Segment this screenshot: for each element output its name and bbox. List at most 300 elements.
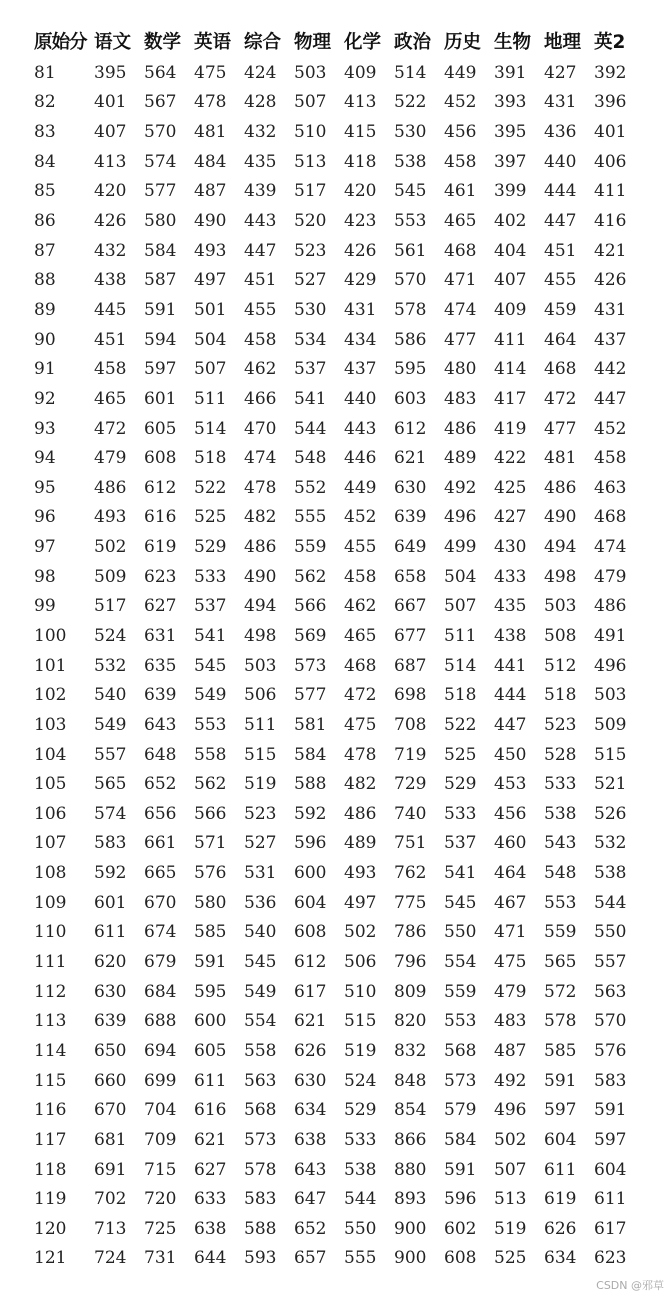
converted-score-cell: 451 <box>244 270 277 291</box>
converted-score-cell: 449 <box>344 477 377 498</box>
converted-score-cell: 554 <box>244 1011 277 1032</box>
converted-score-cell: 630 <box>94 981 127 1002</box>
converted-score-cell: 573 <box>244 1129 277 1150</box>
raw-score-cell: 109 <box>34 892 67 913</box>
converted-score-cell: 587 <box>144 270 177 291</box>
converted-score-cell: 617 <box>594 1218 627 1239</box>
converted-score-cell: 605 <box>194 1040 227 1061</box>
converted-score-cell: 854 <box>394 1100 427 1121</box>
converted-score-cell: 510 <box>294 122 327 143</box>
converted-score-cell: 626 <box>544 1218 577 1239</box>
converted-score-cell: 507 <box>494 1159 527 1180</box>
raw-score-cell: 81 <box>34 62 56 83</box>
table-row <box>34 977 650 1007</box>
table-body <box>34 58 650 1273</box>
converted-score-cell: 530 <box>394 122 427 143</box>
converted-score-cell: 465 <box>94 388 127 409</box>
table-row <box>34 58 650 88</box>
converted-score-cell: 585 <box>544 1040 577 1061</box>
converted-score-cell: 458 <box>344 566 377 587</box>
converted-score-cell: 411 <box>594 181 627 202</box>
raw-score-cell: 88 <box>34 270 56 291</box>
converted-score-cell: 456 <box>444 122 477 143</box>
converted-score-cell: 415 <box>344 122 377 143</box>
converted-score-cell: 406 <box>594 151 627 172</box>
converted-score-cell: 545 <box>244 952 277 973</box>
converted-score-cell: 418 <box>344 151 377 172</box>
converted-score-cell: 621 <box>294 1011 327 1032</box>
converted-score-cell: 643 <box>294 1159 327 1180</box>
raw-score-cell: 96 <box>34 507 56 528</box>
converted-score-cell: 563 <box>594 981 627 1002</box>
converted-score-cell: 452 <box>444 92 477 113</box>
converted-score-cell: 652 <box>144 774 177 795</box>
converted-score-cell: 503 <box>544 596 577 617</box>
converted-score-cell: 518 <box>194 448 227 469</box>
converted-score-cell: 474 <box>594 537 627 558</box>
converted-score-cell: 633 <box>194 1189 227 1210</box>
table-header-row <box>34 24 650 58</box>
converted-score-cell: 580 <box>194 892 227 913</box>
converted-score-cell: 428 <box>244 92 277 113</box>
table-row <box>34 265 650 295</box>
raw-score-cell: 90 <box>34 329 56 350</box>
converted-score-cell: 392 <box>594 62 627 83</box>
converted-score-cell: 544 <box>594 892 627 913</box>
converted-score-cell: 414 <box>494 359 527 380</box>
converted-score-cell: 489 <box>444 448 477 469</box>
converted-score-cell: 514 <box>194 418 227 439</box>
converted-score-cell: 474 <box>244 448 277 469</box>
table-row <box>34 325 650 355</box>
converted-score-cell: 458 <box>244 329 277 350</box>
raw-score-cell: 119 <box>34 1189 67 1210</box>
converted-score-cell: 566 <box>294 596 327 617</box>
converted-score-cell: 639 <box>144 685 177 706</box>
converted-score-cell: 545 <box>444 892 477 913</box>
converted-score-cell: 611 <box>544 1159 577 1180</box>
watermark: CSDN @邪草 <box>596 1279 664 1292</box>
converted-score-cell: 550 <box>344 1218 377 1239</box>
converted-score-cell: 524 <box>94 625 127 646</box>
converted-score-cell: 558 <box>194 744 227 765</box>
converted-score-cell: 427 <box>494 507 527 528</box>
converted-score-cell: 562 <box>294 566 327 587</box>
converted-score-cell: 451 <box>94 329 127 350</box>
converted-score-cell: 401 <box>594 122 627 143</box>
converted-score-cell: 638 <box>194 1218 227 1239</box>
converted-score-cell: 496 <box>494 1100 527 1121</box>
converted-score-cell: 573 <box>294 655 327 676</box>
converted-score-cell: 820 <box>394 1011 427 1032</box>
converted-score-cell: 639 <box>94 1011 127 1032</box>
converted-score-cell: 702 <box>94 1189 127 1210</box>
converted-score-cell: 503 <box>594 685 627 706</box>
converted-score-cell: 478 <box>194 92 227 113</box>
converted-score-cell: 523 <box>244 803 277 824</box>
converted-score-cell: 512 <box>544 655 577 676</box>
converted-score-cell: 441 <box>494 655 527 676</box>
converted-score-cell: 600 <box>294 863 327 884</box>
raw-score-cell: 116 <box>34 1100 67 1121</box>
converted-score-cell: 447 <box>594 388 627 409</box>
converted-score-cell: 564 <box>144 62 177 83</box>
raw-score-cell: 100 <box>34 625 67 646</box>
converted-score-cell: 517 <box>94 596 127 617</box>
converted-score-cell: 431 <box>344 299 377 320</box>
column-header: 原始分 <box>34 32 87 53</box>
converted-score-cell: 593 <box>244 1248 277 1269</box>
converted-score-cell: 681 <box>94 1129 127 1150</box>
converted-score-cell: 552 <box>294 477 327 498</box>
converted-score-cell: 577 <box>144 181 177 202</box>
converted-score-cell: 709 <box>144 1129 177 1150</box>
column-header: 英语 <box>194 32 232 53</box>
table-row <box>34 740 650 770</box>
converted-score-cell: 435 <box>244 151 277 172</box>
converted-score-cell: 538 <box>344 1159 377 1180</box>
column-header: 政治 <box>394 32 432 53</box>
converted-score-cell: 604 <box>294 892 327 913</box>
converted-score-cell: 601 <box>94 892 127 913</box>
converted-score-cell: 562 <box>194 774 227 795</box>
table-row <box>34 592 650 622</box>
converted-score-cell: 648 <box>144 744 177 765</box>
converted-score-cell: 440 <box>344 388 377 409</box>
converted-score-cell: 423 <box>344 211 377 232</box>
converted-score-cell: 549 <box>194 685 227 706</box>
raw-score-cell: 91 <box>34 359 56 380</box>
converted-score-cell: 620 <box>94 952 127 973</box>
converted-score-cell: 514 <box>444 655 477 676</box>
converted-score-cell: 597 <box>144 359 177 380</box>
converted-score-cell: 621 <box>194 1129 227 1150</box>
converted-score-cell: 432 <box>244 122 277 143</box>
converted-score-cell: 518 <box>444 685 477 706</box>
converted-score-cell: 431 <box>544 92 577 113</box>
converted-score-cell: 446 <box>344 448 377 469</box>
converted-score-cell: 533 <box>344 1129 377 1150</box>
converted-score-cell: 487 <box>494 1040 527 1061</box>
converted-score-cell: 576 <box>194 863 227 884</box>
converted-score-cell: 566 <box>194 803 227 824</box>
converted-score-cell: 643 <box>144 714 177 735</box>
converted-score-cell: 404 <box>494 240 527 261</box>
raw-score-cell: 86 <box>34 211 56 232</box>
converted-score-cell: 848 <box>394 1070 427 1091</box>
converted-score-cell: 413 <box>94 151 127 172</box>
converted-score-cell: 480 <box>444 359 477 380</box>
converted-score-cell: 627 <box>194 1159 227 1180</box>
column-header: 语文 <box>94 32 132 53</box>
converted-score-cell: 453 <box>494 774 527 795</box>
converted-score-cell: 621 <box>394 448 427 469</box>
converted-score-cell: 559 <box>544 922 577 943</box>
converted-score-cell: 420 <box>94 181 127 202</box>
converted-score-cell: 426 <box>344 240 377 261</box>
converted-score-cell: 502 <box>94 537 127 558</box>
raw-score-cell: 107 <box>34 833 67 854</box>
converted-score-cell: 571 <box>194 833 227 854</box>
table-row <box>34 1095 650 1125</box>
converted-score-cell: 407 <box>94 122 127 143</box>
converted-score-cell: 444 <box>494 685 527 706</box>
converted-score-cell: 724 <box>94 1248 127 1269</box>
raw-score-cell: 92 <box>34 388 56 409</box>
converted-score-cell: 420 <box>344 181 377 202</box>
converted-score-cell: 422 <box>494 448 527 469</box>
converted-score-cell: 591 <box>594 1100 627 1121</box>
converted-score-cell: 578 <box>544 1011 577 1032</box>
converted-score-cell: 447 <box>244 240 277 261</box>
converted-score-cell: 786 <box>394 922 427 943</box>
converted-score-cell: 596 <box>444 1189 477 1210</box>
converted-score-cell: 391 <box>494 62 527 83</box>
converted-score-cell: 445 <box>94 299 127 320</box>
converted-score-cell: 595 <box>194 981 227 1002</box>
converted-score-cell: 434 <box>344 329 377 350</box>
table-row <box>34 532 650 562</box>
converted-score-cell: 459 <box>544 299 577 320</box>
converted-score-cell: 541 <box>194 625 227 646</box>
converted-score-cell: 866 <box>394 1129 427 1150</box>
converted-score-cell: 553 <box>394 211 427 232</box>
converted-score-cell: 479 <box>494 981 527 1002</box>
converted-score-cell: 465 <box>444 211 477 232</box>
converted-score-cell: 493 <box>94 507 127 528</box>
converted-score-cell: 417 <box>494 388 527 409</box>
table-row <box>34 799 650 829</box>
converted-score-cell: 444 <box>544 181 577 202</box>
converted-score-cell: 597 <box>544 1100 577 1121</box>
converted-score-cell: 393 <box>494 92 527 113</box>
converted-score-cell: 440 <box>544 151 577 172</box>
converted-score-cell: 489 <box>344 833 377 854</box>
converted-score-cell: 584 <box>144 240 177 261</box>
converted-score-cell: 557 <box>94 744 127 765</box>
converted-score-cell: 601 <box>144 388 177 409</box>
converted-score-cell: 528 <box>544 744 577 765</box>
converted-score-cell: 402 <box>494 211 527 232</box>
converted-score-cell: 627 <box>144 596 177 617</box>
converted-score-cell: 541 <box>444 863 477 884</box>
converted-score-cell: 478 <box>344 744 377 765</box>
converted-score-cell: 455 <box>544 270 577 291</box>
raw-score-cell: 84 <box>34 151 56 172</box>
converted-score-cell: 513 <box>294 151 327 172</box>
converted-score-cell: 494 <box>544 537 577 558</box>
converted-score-cell: 605 <box>144 418 177 439</box>
column-header: 地理 <box>544 32 582 53</box>
converted-score-cell: 486 <box>544 477 577 498</box>
table-row <box>34 473 650 503</box>
converted-score-cell: 580 <box>144 211 177 232</box>
converted-score-cell: 592 <box>294 803 327 824</box>
converted-score-cell: 477 <box>544 418 577 439</box>
converted-score-cell: 492 <box>494 1070 527 1091</box>
converted-score-cell: 684 <box>144 981 177 1002</box>
converted-score-cell: 529 <box>444 774 477 795</box>
converted-score-cell: 537 <box>194 596 227 617</box>
converted-score-cell: 439 <box>244 181 277 202</box>
converted-score-cell: 639 <box>394 507 427 528</box>
converted-score-cell: 699 <box>144 1070 177 1091</box>
converted-score-cell: 584 <box>444 1129 477 1150</box>
converted-score-cell: 569 <box>294 625 327 646</box>
converted-score-cell: 507 <box>194 359 227 380</box>
converted-score-cell: 486 <box>94 477 127 498</box>
converted-score-cell: 565 <box>94 774 127 795</box>
converted-score-cell: 536 <box>244 892 277 913</box>
converted-score-cell: 483 <box>494 1011 527 1032</box>
converted-score-cell: 399 <box>494 181 527 202</box>
converted-score-cell: 529 <box>344 1100 377 1121</box>
converted-score-cell: 719 <box>394 744 427 765</box>
converted-score-cell: 470 <box>244 418 277 439</box>
converted-score-cell: 617 <box>294 981 327 1002</box>
raw-score-cell: 108 <box>34 863 67 884</box>
converted-score-cell: 534 <box>294 329 327 350</box>
converted-score-cell: 612 <box>394 418 427 439</box>
converted-score-cell: 427 <box>544 62 577 83</box>
converted-score-cell: 430 <box>494 537 527 558</box>
raw-score-cell: 113 <box>34 1011 67 1032</box>
converted-score-cell: 553 <box>194 714 227 735</box>
converted-score-cell: 525 <box>494 1248 527 1269</box>
column-header: 英2 <box>594 32 626 53</box>
table-row <box>34 710 650 740</box>
converted-score-cell: 660 <box>94 1070 127 1091</box>
converted-score-cell: 553 <box>444 1011 477 1032</box>
converted-score-cell: 565 <box>544 952 577 973</box>
converted-score-cell: 595 <box>394 359 427 380</box>
converted-score-cell: 521 <box>594 774 627 795</box>
converted-score-cell: 657 <box>294 1248 327 1269</box>
converted-score-cell: 496 <box>594 655 627 676</box>
converted-score-cell: 616 <box>194 1100 227 1121</box>
converted-score-cell: 435 <box>494 596 527 617</box>
table-row <box>34 680 650 710</box>
converted-score-cell: 449 <box>444 62 477 83</box>
raw-score-cell: 98 <box>34 566 56 587</box>
converted-score-cell: 880 <box>394 1159 427 1180</box>
converted-score-cell: 447 <box>544 211 577 232</box>
converted-score-cell: 545 <box>394 181 427 202</box>
converted-score-cell: 508 <box>544 625 577 646</box>
converted-score-cell: 411 <box>494 329 527 350</box>
converted-score-cell: 468 <box>344 655 377 676</box>
converted-score-cell: 424 <box>244 62 277 83</box>
converted-score-cell: 458 <box>94 359 127 380</box>
score-conversion-table <box>34 24 650 1273</box>
column-header: 物理 <box>294 32 332 53</box>
converted-score-cell: 665 <box>144 863 177 884</box>
column-header: 综合 <box>244 32 282 53</box>
converted-score-cell: 456 <box>494 803 527 824</box>
converted-score-cell: 570 <box>594 1011 627 1032</box>
raw-score-cell: 112 <box>34 981 67 1002</box>
converted-score-cell: 533 <box>194 566 227 587</box>
raw-score-cell: 121 <box>34 1248 67 1269</box>
converted-score-cell: 583 <box>244 1189 277 1210</box>
converted-score-cell: 533 <box>444 803 477 824</box>
converted-score-cell: 475 <box>494 952 527 973</box>
converted-score-cell: 496 <box>444 507 477 528</box>
converted-score-cell: 574 <box>94 803 127 824</box>
converted-score-cell: 455 <box>344 537 377 558</box>
converted-score-cell: 585 <box>194 922 227 943</box>
converted-score-cell: 581 <box>294 714 327 735</box>
converted-score-cell: 563 <box>244 1070 277 1091</box>
converted-score-cell: 502 <box>344 922 377 943</box>
converted-score-cell: 670 <box>144 892 177 913</box>
converted-score-cell: 649 <box>394 537 427 558</box>
converted-score-cell: 568 <box>444 1040 477 1061</box>
table-row <box>34 384 650 414</box>
converted-score-cell: 600 <box>194 1011 227 1032</box>
converted-score-cell: 583 <box>594 1070 627 1091</box>
converted-score-cell: 492 <box>444 477 477 498</box>
converted-score-cell: 525 <box>444 744 477 765</box>
converted-score-cell: 578 <box>394 299 427 320</box>
raw-score-cell: 82 <box>34 92 56 113</box>
converted-score-cell: 474 <box>444 299 477 320</box>
converted-score-cell: 537 <box>294 359 327 380</box>
converted-score-cell: 559 <box>294 537 327 558</box>
converted-score-cell: 634 <box>544 1248 577 1269</box>
converted-score-cell: 586 <box>394 329 427 350</box>
converted-score-cell: 519 <box>494 1218 527 1239</box>
table-row <box>34 1066 650 1096</box>
converted-score-cell: 623 <box>144 566 177 587</box>
converted-score-cell: 576 <box>594 1040 627 1061</box>
converted-score-cell: 604 <box>544 1129 577 1150</box>
converted-score-cell: 596 <box>294 833 327 854</box>
converted-score-cell: 775 <box>394 892 427 913</box>
converted-score-cell: 611 <box>594 1189 627 1210</box>
converted-score-cell: 515 <box>594 744 627 765</box>
converted-score-cell: 604 <box>594 1159 627 1180</box>
table-row <box>34 1184 650 1214</box>
converted-score-cell: 578 <box>244 1159 277 1180</box>
converted-score-cell: 630 <box>394 477 427 498</box>
table-row <box>34 621 650 651</box>
converted-score-cell: 517 <box>294 181 327 202</box>
converted-score-cell: 507 <box>444 596 477 617</box>
converted-score-cell: 588 <box>294 774 327 795</box>
converted-score-cell: 594 <box>144 329 177 350</box>
converted-score-cell: 548 <box>294 448 327 469</box>
raw-score-cell: 106 <box>34 803 67 824</box>
converted-score-cell: 509 <box>594 714 627 735</box>
converted-score-cell: 472 <box>544 388 577 409</box>
converted-score-cell: 523 <box>544 714 577 735</box>
converted-score-cell: 608 <box>144 448 177 469</box>
converted-score-cell: 436 <box>544 122 577 143</box>
column-header: 化学 <box>344 32 382 53</box>
converted-score-cell: 458 <box>594 448 627 469</box>
converted-score-cell: 477 <box>444 329 477 350</box>
converted-score-cell: 432 <box>94 240 127 261</box>
converted-score-cell: 533 <box>544 774 577 795</box>
converted-score-cell: 461 <box>444 181 477 202</box>
converted-score-cell: 479 <box>94 448 127 469</box>
raw-score-cell: 120 <box>34 1218 67 1239</box>
converted-score-cell: 483 <box>444 388 477 409</box>
converted-score-cell: 538 <box>544 803 577 824</box>
converted-score-cell: 667 <box>394 596 427 617</box>
raw-score-cell: 105 <box>34 774 67 795</box>
